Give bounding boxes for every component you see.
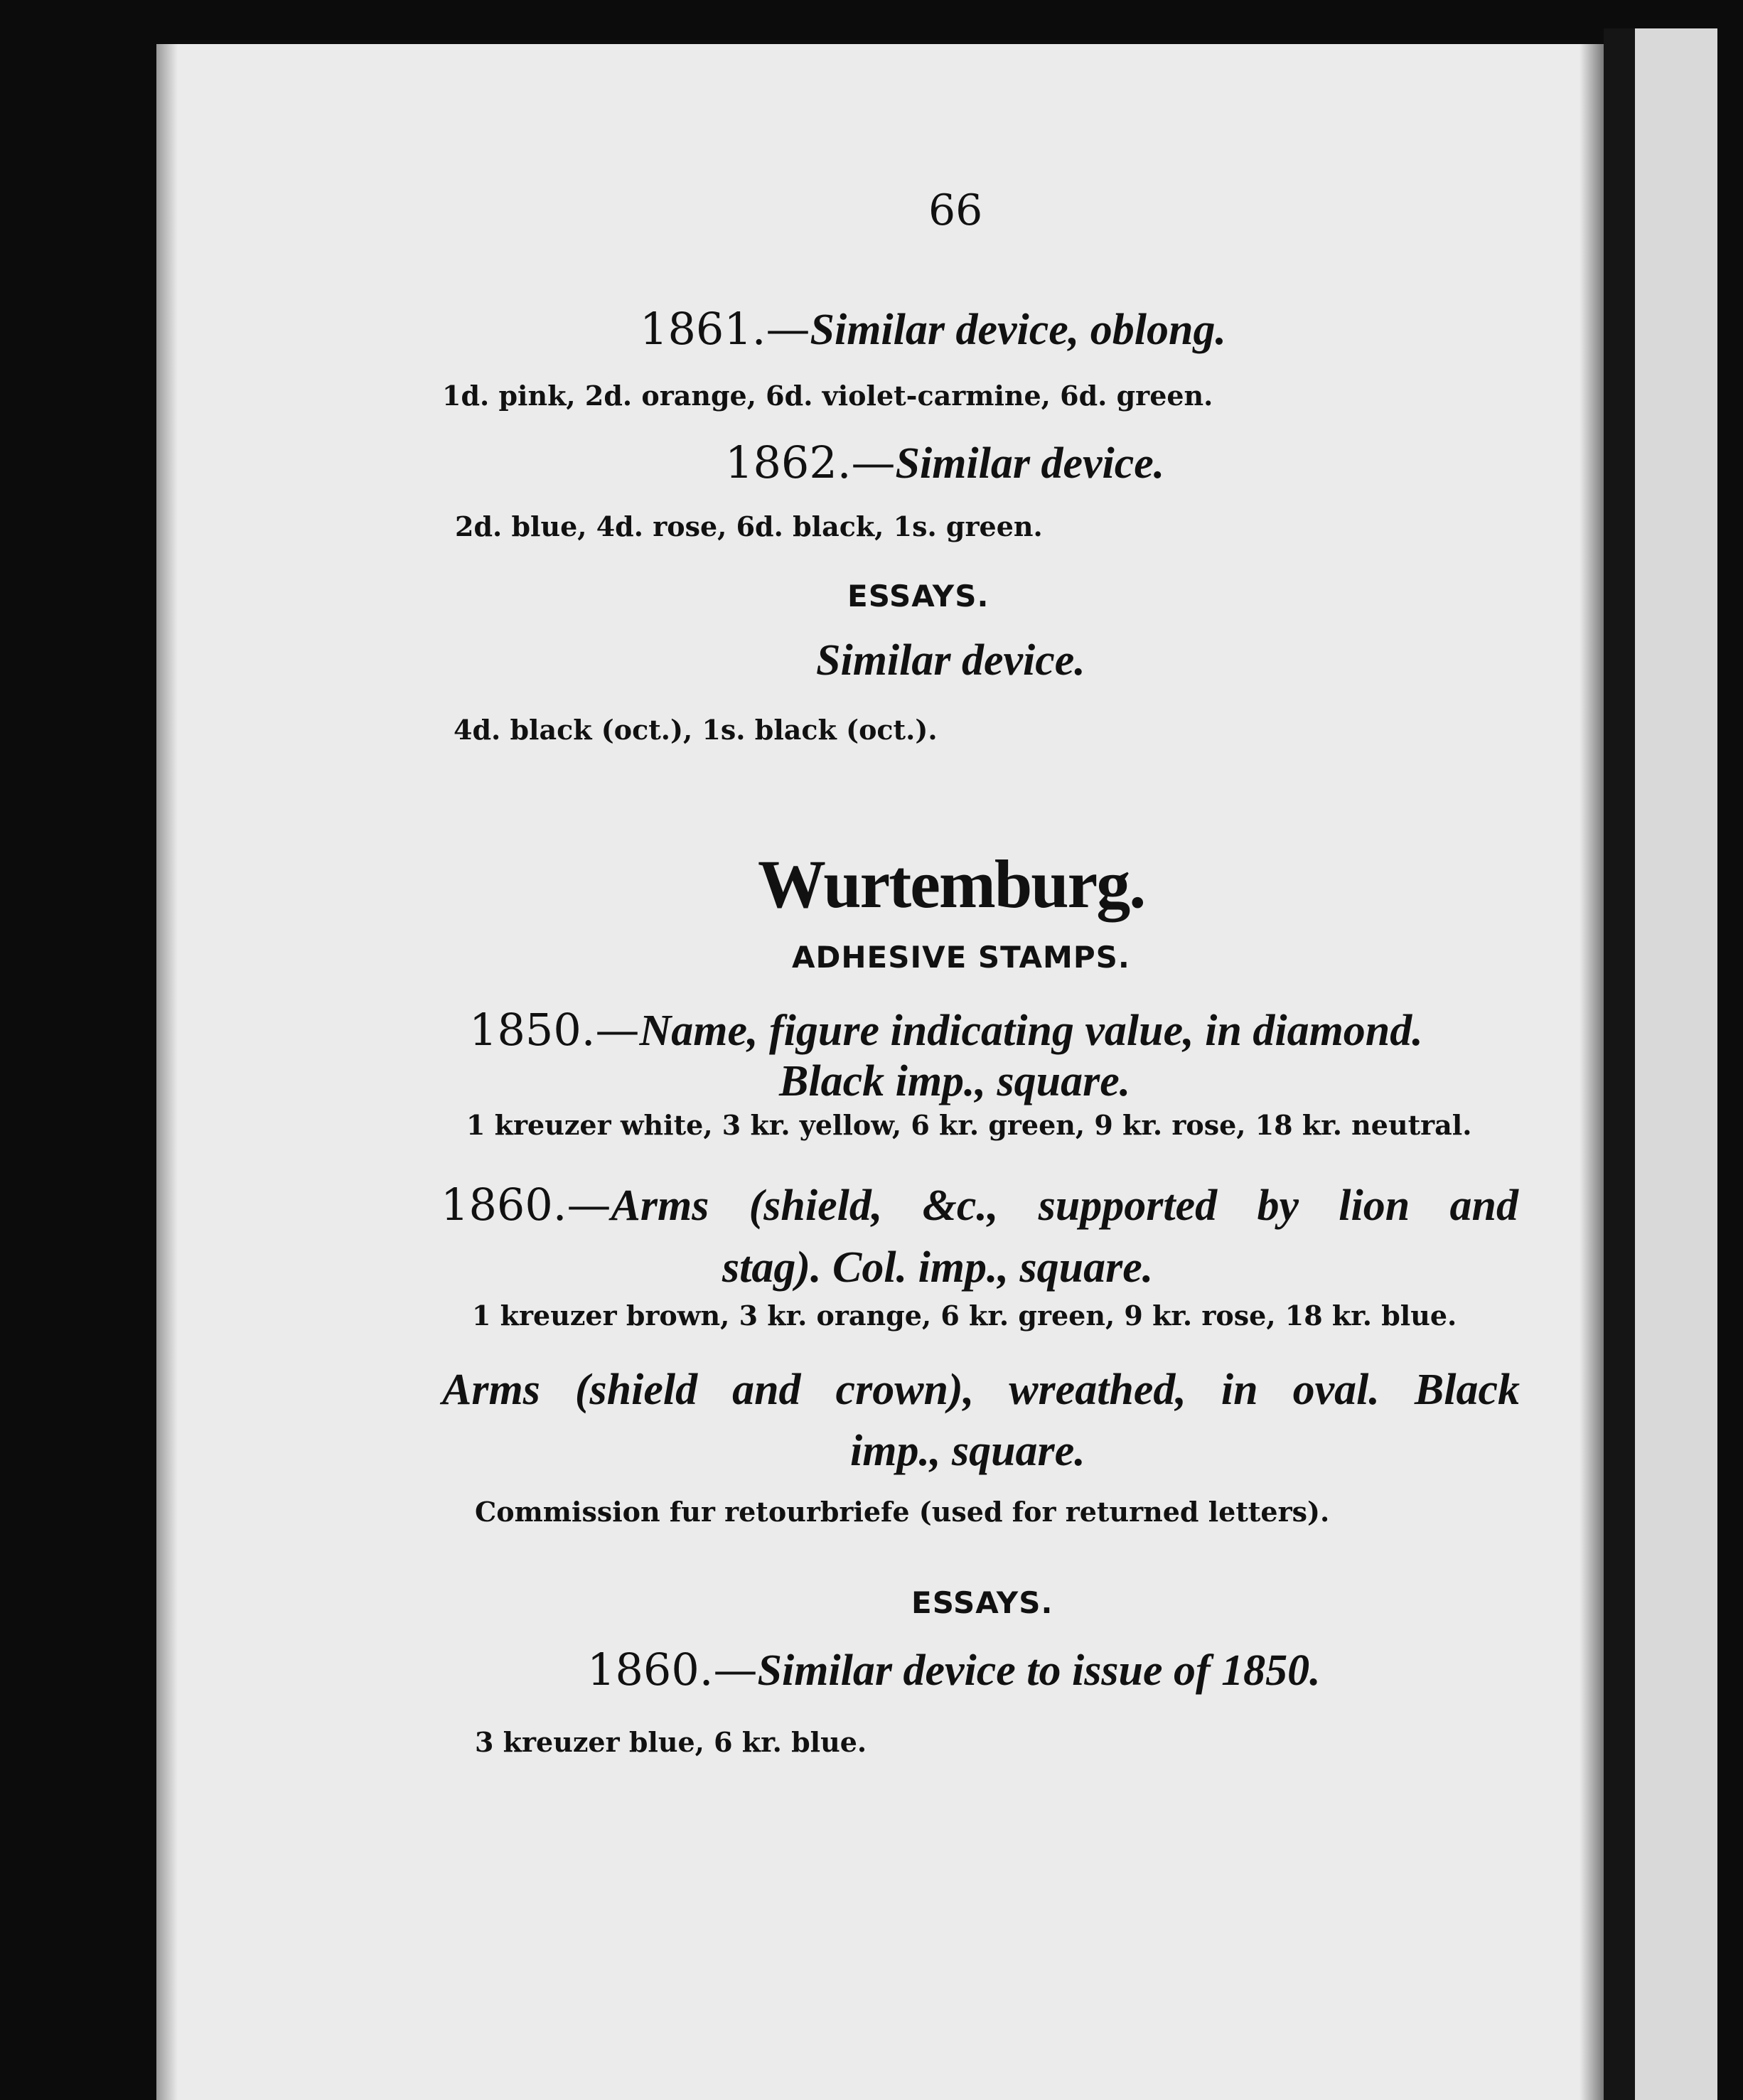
essays-device-2: Similar device to issue of 1850. [757,1646,1321,1695]
essays-heading-1: ESSAYS. [847,579,990,614]
year-essay-1860: 1860.— [587,1644,758,1695]
device-1850-line1: Name, figure indicating value, in diamond. [639,1007,1423,1055]
right-edge-shadow [1580,44,1604,2100]
heading-essay-1860 [587,1644,1321,1695]
year-1862: 1862.— [725,436,896,488]
year-1861: 1861.— [640,303,810,355]
essays-device-1: Similar device. [816,636,1085,685]
device-1862: Similar device. [895,439,1165,488]
arms-line2: imp., square. [850,1427,1085,1475]
essays-heading-2: ESSAYS. [911,1585,1053,1620]
device-1860-line2: stag). Col. imp., square. [722,1243,1154,1292]
values-1860: 1 kreuzer brown, 3 kr. orange, 6 kr. green, 9 kr. rose, 18 kr. blue. [472,1300,1457,1332]
year-1860: 1860.— [441,1179,611,1231]
year-1850: 1850.— [469,1004,640,1056]
device-1861: Similar device, oblong. [810,306,1227,354]
heading-1860 [441,1179,1518,1231]
arms-values: Commission fur retourbriefe (used for returned letters). [475,1496,1330,1528]
heading-1861 [640,303,1227,355]
values-1862: 2d. blue, 4d. rose, 6d. black, 1s. green. [455,510,1043,542]
country-heading: Wurtemburg. [758,846,1145,922]
device-1860-line1: Arms (shield, &c., supported by lion and [611,1182,1518,1230]
values-1861: 1d. pink, 2d. orange, 6d. violet-carmine, 6d. green. [442,380,1213,412]
page-gutter-shadow [1604,28,1635,2100]
values-1850: 1 kreuzer white, 3 kr. yellow, 6 kr. green, 9 kr. rose, 18 kr. neutral. [466,1109,1472,1141]
adhesive-stamps-heading: ADHESIVE STAMPS. [792,940,1130,975]
page-number: 66 [928,186,983,235]
arms-line1: Arms (shield and crown), wreathed, in oval. Black [442,1366,1520,1414]
heading-1862 [725,436,1165,488]
essays-values-2: 3 kreuzer blue, 6 kr. blue. [475,1726,867,1758]
essays-values-1: 4d. black (oct.), 1s. black (oct.). [454,714,938,746]
heading-1850 [469,1004,1423,1056]
device-1850-line2: Black imp., square. [779,1057,1131,1105]
spine-shadow [156,44,178,2100]
